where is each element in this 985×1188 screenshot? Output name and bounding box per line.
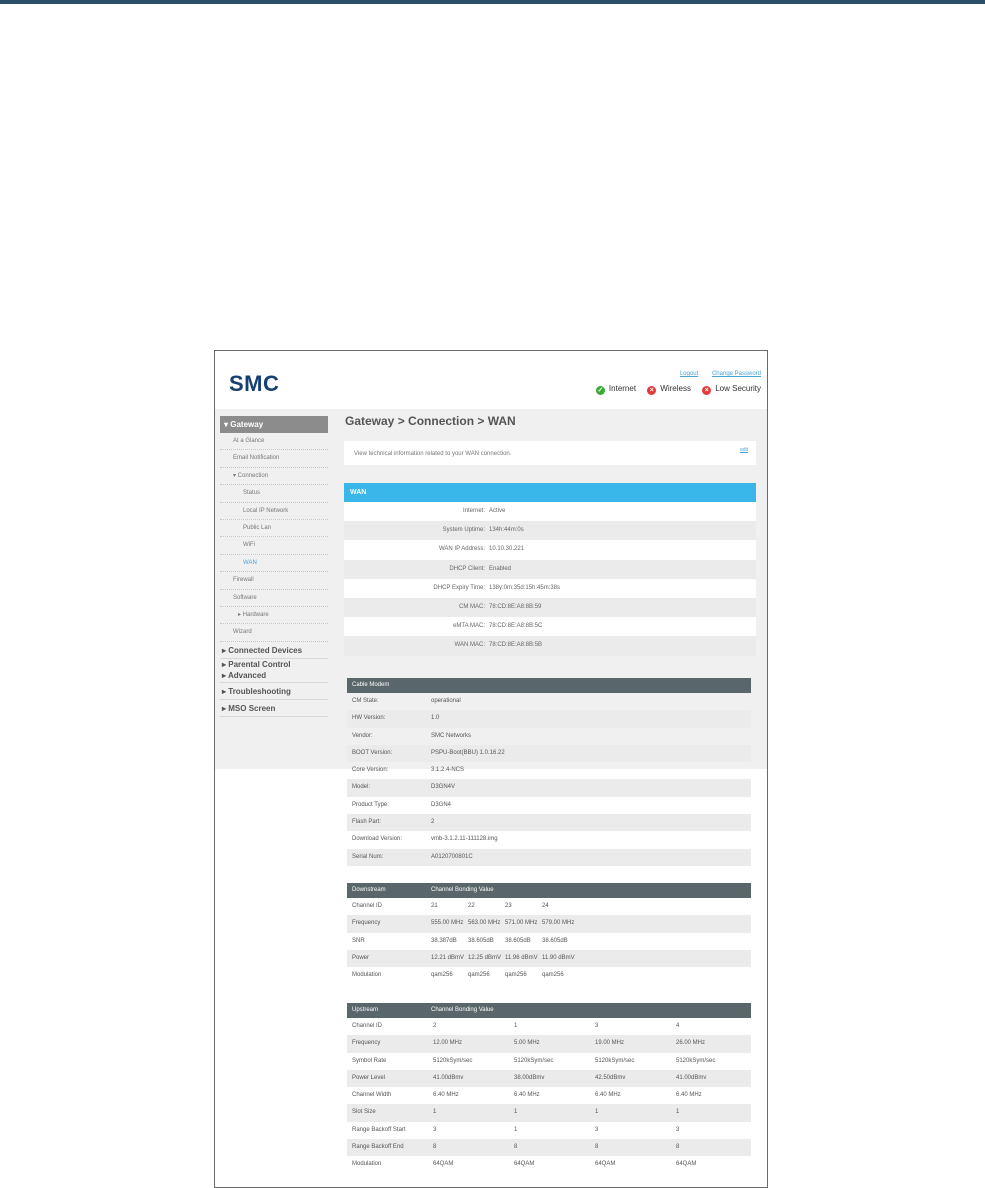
cable-modem-row-value: D3GN4 xyxy=(431,801,452,808)
downstream-row xyxy=(347,915,751,932)
cable-modem-header xyxy=(347,678,751,693)
cable-modem-row-label: Core Version: xyxy=(352,767,389,774)
upstream-rows xyxy=(347,1018,751,1174)
wan-row xyxy=(344,521,756,540)
upstream-title: Upstream xyxy=(352,1007,379,1013)
downstream-bonding-header: Channel Bonding Value xyxy=(431,887,494,893)
downstream-cell: 23 xyxy=(505,903,512,909)
sidebar-item-advanced[interactable]: ▸ Advanced xyxy=(220,670,328,683)
sidebar-item-label: MSO Screen xyxy=(228,703,276,713)
upstream-cell: 1 xyxy=(514,1126,518,1133)
downstream-cell: qam256 xyxy=(542,972,564,979)
downstream-rows xyxy=(347,898,751,984)
upstream-row-label: Symbol Rate xyxy=(352,1057,387,1064)
downstream-row xyxy=(347,898,751,915)
change-password-link[interactable]: Change Password xyxy=(711,371,761,377)
sidebar-item-connection[interactable]: ▾ Connection xyxy=(220,468,328,485)
downstream-cell: 38.605dB xyxy=(542,937,568,944)
upstream-cell: 64QAM xyxy=(433,1161,454,1168)
downstream-cell: 12.21 dBmV xyxy=(431,954,465,961)
cable-modem-row-label: Download Version: xyxy=(352,836,403,843)
downstream-cell: 38.605dB xyxy=(468,937,494,944)
upstream-cell: 5120kSym/sec xyxy=(433,1057,473,1064)
upstream-cell: 5120kSym/sec xyxy=(595,1057,635,1064)
sidebar-item-connected-devices[interactable]: ▸ Connected Devices xyxy=(220,642,328,659)
upstream-cell: 3 xyxy=(595,1126,599,1133)
downstream-cell: 24 xyxy=(542,903,549,909)
cable-modem-row-value: PSPU-Boot(BBU) 1.0.16.22 xyxy=(431,749,505,756)
cable-modem-row-label: BOOT Version: xyxy=(352,749,393,756)
logout-link[interactable]: Logout xyxy=(679,371,699,377)
downstream-cell: 579.00 MHz xyxy=(542,920,575,927)
downstream-header xyxy=(347,883,751,898)
sidebar-item-parental-control[interactable]: ▸ Parental Control xyxy=(222,659,291,669)
upstream-row xyxy=(347,1139,751,1156)
downstream-row-label: SNR xyxy=(352,937,365,944)
downstream-cell: 571.00 MHz xyxy=(505,920,538,927)
upstream-cell: 6.40 MHz xyxy=(433,1092,459,1099)
downstream-row-label: Power xyxy=(352,954,370,961)
sidebar-item-gateway[interactable]: ▾ Gateway xyxy=(220,416,328,433)
status-internet xyxy=(596,384,636,395)
sidebar-item-mso-screen[interactable]: ▸ MSO Screen xyxy=(220,700,328,717)
cable-modem-row-value: D3GN4V xyxy=(431,784,456,791)
upstream-cell: 12.00 MHz xyxy=(433,1040,463,1047)
downstream-cell: 11.96 dBmV xyxy=(505,954,538,961)
info-text: View technical information related to your WAN connection. xyxy=(354,451,512,457)
upstream-row xyxy=(347,1156,751,1173)
sidebar-item-label: Advanced xyxy=(227,670,267,680)
status-bar xyxy=(587,384,761,395)
cable-modem-row-label: Product Type: xyxy=(352,801,389,808)
status-label: Wireless xyxy=(660,384,691,393)
cable-modem-row-value: SMC Networks xyxy=(431,732,472,739)
upstream-cell: 38.00dBmv xyxy=(514,1074,545,1081)
upstream-row xyxy=(347,1035,751,1052)
downstream-cell: qam256 xyxy=(505,972,527,979)
upstream-cell: 64QAM xyxy=(676,1161,697,1168)
cable-modem-row xyxy=(347,693,751,710)
sidebar-item-wifi[interactable]: WiFi xyxy=(220,537,328,554)
sidebar-item-hardware[interactable]: ▸ Hardware xyxy=(220,607,328,624)
downstream-cell: 563.00 MHz xyxy=(468,920,501,927)
cable-modem-row-label: CM State: xyxy=(352,698,379,704)
cable-modem-row-value: 1.0 xyxy=(431,715,440,722)
sidebar-item-email-notification[interactable]: Email Notification xyxy=(220,450,328,467)
cable-modem-row xyxy=(347,710,751,727)
wan-row xyxy=(344,502,756,521)
downstream-row-label: Modulation xyxy=(352,972,382,979)
upstream-row xyxy=(347,1104,751,1121)
downstream-cell: 38.387dB xyxy=(431,937,457,944)
cable-modem-row-label: Vendor: xyxy=(352,732,373,739)
sidebar-item-troubleshooting[interactable]: ▸ Troubleshooting xyxy=(220,683,328,700)
upstream-header xyxy=(347,1003,751,1018)
upstream-row xyxy=(347,1087,751,1104)
downstream-cell: 12.25 dBmV xyxy=(468,954,502,961)
upstream-row-label: Channel Width xyxy=(352,1092,392,1099)
upstream-row-label: Range Backoff Start xyxy=(352,1126,406,1133)
cable-modem-row-value: vmb-3.1.2.11-111128.img xyxy=(431,836,498,843)
upstream-cell: 6.40 MHz xyxy=(595,1092,621,1099)
document-top-rule xyxy=(0,0,985,4)
check-circle-icon: ✓ xyxy=(597,387,604,394)
cable-modem-row-value: operational xyxy=(431,698,461,704)
wan-row xyxy=(344,636,756,655)
upstream-cell: 1 xyxy=(676,1109,680,1116)
wan-row xyxy=(344,617,756,636)
cable-modem-row-label: Flash Part: xyxy=(352,819,382,826)
sidebar-item-label: Connected Devices xyxy=(228,645,303,655)
sidebar-nav xyxy=(220,416,328,717)
cable-modem-row xyxy=(347,762,751,779)
wan-row-label: WAN MAC: xyxy=(454,642,485,649)
upstream-cell: 41.00dBmv xyxy=(433,1074,464,1081)
wan-panel xyxy=(344,483,756,656)
upstream-cell: 4 xyxy=(676,1023,680,1029)
upstream-cell: 6.40 MHz xyxy=(676,1092,702,1099)
wan-panel-title: WAN xyxy=(344,483,756,502)
upstream-row xyxy=(347,1053,751,1070)
info-box xyxy=(344,441,756,465)
status-label: Low Security xyxy=(715,384,761,393)
upstream-row-label: Power Level xyxy=(352,1074,386,1081)
downstream-cell: 22 xyxy=(468,903,475,909)
cable-modem-row xyxy=(347,745,751,762)
status-security xyxy=(702,384,761,395)
upstream-cell: 1 xyxy=(514,1109,518,1116)
sidebar-item-software[interactable]: Software xyxy=(220,590,328,607)
upstream-row xyxy=(347,1070,751,1087)
upstream-cell: 41.00dBmv xyxy=(676,1074,707,1081)
upstream-cell: 8 xyxy=(595,1144,599,1151)
cable-modem-row xyxy=(347,849,751,866)
cable-modem-row-value: 3.1.2.4-NCS xyxy=(431,767,465,774)
cable-modem-row xyxy=(347,779,751,796)
cable-modem-row xyxy=(347,728,751,745)
upstream-bonding-header: Channel Bonding Value xyxy=(431,1007,494,1013)
downstream-cell: 21 xyxy=(431,903,438,909)
wan-row-value: Enabled xyxy=(489,565,512,572)
upstream-cell: 3 xyxy=(595,1023,599,1029)
wan-row-label: Internet: xyxy=(462,508,485,514)
downstream-row-label: Channel ID xyxy=(352,903,383,909)
cable-modem-row-label: Serial Num: xyxy=(352,853,384,860)
upstream-cell: 5.00 MHz xyxy=(514,1040,540,1047)
downstream-cell: qam256 xyxy=(431,972,453,979)
sidebar-item-wizard[interactable]: Wizard xyxy=(220,624,328,641)
wan-rows xyxy=(344,502,756,656)
upstream-cell: 1 xyxy=(433,1109,437,1116)
cable-modem-table xyxy=(347,678,751,866)
upstream-cell: 6.40 MHz xyxy=(514,1092,540,1099)
wan-row-value: 78:CD:8E:A8:8B:5C xyxy=(489,623,543,630)
upstream-row-label: Slot Size xyxy=(352,1109,376,1116)
app-header xyxy=(215,351,767,409)
cable-modem-row-value: 2 xyxy=(431,819,435,826)
downstream-row xyxy=(347,933,751,950)
sidebar-item-at-a-glance[interactable]: At a Glance xyxy=(220,433,328,450)
upstream-cell: 1 xyxy=(595,1109,599,1116)
cable-modem-row xyxy=(347,797,751,814)
wan-row xyxy=(344,560,756,579)
sidebar-item-label: Gateway xyxy=(230,420,264,429)
wan-row xyxy=(344,579,756,598)
sidebar-item-wan[interactable]: WAN xyxy=(220,555,328,572)
cable-modem-row-value: A0120700801C xyxy=(431,853,473,860)
wan-row-value: 134h:44m:0s xyxy=(489,527,524,534)
header-links xyxy=(668,371,761,377)
sidebar-item-label: Parental Control xyxy=(228,659,291,669)
upstream-cell: 42.50dBmv xyxy=(595,1074,626,1081)
sidebar-item-local-ip-network[interactable]: Local IP Network xyxy=(220,503,328,520)
sidebar-item-status[interactable]: Status xyxy=(220,485,328,502)
upstream-row xyxy=(347,1018,751,1035)
x-circle-icon: × xyxy=(702,386,711,395)
sidebar-item-label: Troubleshooting xyxy=(228,686,291,696)
upstream-cell: 19.00 MHz xyxy=(595,1040,625,1047)
page-title: Gateway > Connection > WAN xyxy=(345,414,516,428)
wan-row xyxy=(344,598,756,617)
upstream-cell: 8 xyxy=(514,1144,518,1151)
downstream-cell: 38.605dB xyxy=(505,937,531,944)
upstream-cell: 3 xyxy=(433,1126,437,1133)
x-circle-icon: × xyxy=(647,386,656,395)
cable-modem-title: Cable Modem xyxy=(352,682,390,688)
wan-row xyxy=(344,540,756,559)
cable-modem-rows xyxy=(347,693,751,866)
wan-row-value: Active xyxy=(489,508,506,514)
wan-row-value: 78:CD:8E:A8:8B:5B xyxy=(489,642,543,649)
downstream-row xyxy=(347,950,751,967)
upstream-cell: 64QAM xyxy=(595,1161,616,1168)
cable-modem-row xyxy=(347,814,751,831)
wan-row-label: DHCP Expiry Time: xyxy=(433,584,485,591)
status-wireless xyxy=(647,384,691,395)
upstream-cell: 5120kSym/sec xyxy=(514,1057,554,1064)
downstream-cell: qam256 xyxy=(468,972,490,979)
smc-logo: SMC xyxy=(229,371,280,396)
upstream-cell: 1 xyxy=(514,1023,518,1029)
status-label: Internet xyxy=(608,384,637,393)
upstream-cell: 8 xyxy=(676,1144,680,1151)
upstream-cell: 3 xyxy=(676,1126,680,1133)
upstream-cell: 26.00 MHz xyxy=(676,1040,706,1047)
sidebar-item-firewall[interactable]: Firewall xyxy=(220,572,328,589)
wan-row-value: 78:CD:8E:A8:8B:59 xyxy=(489,603,542,610)
wan-row-value: 138y:0m:35d:15h:45m:38s xyxy=(489,584,561,591)
more-link[interactable]: edit xyxy=(739,447,748,453)
downstream-table xyxy=(347,883,751,984)
cable-modem-row xyxy=(347,831,751,848)
cable-modem-row-label: Model: xyxy=(352,784,371,791)
upstream-cell: 8 xyxy=(433,1144,437,1151)
downstream-title: Downstream xyxy=(352,887,386,893)
upstream-row-label: Frequency xyxy=(352,1040,381,1047)
sidebar-item-public-lan[interactable]: Public Lan xyxy=(220,520,328,537)
upstream-row-label: Modulation xyxy=(352,1161,382,1168)
screenshot-frame xyxy=(214,350,768,1188)
upstream-table xyxy=(347,1003,751,1174)
upstream-row-label: Channel ID xyxy=(352,1023,383,1029)
downstream-row xyxy=(347,967,751,984)
cable-modem-row-label: HW Version: xyxy=(352,715,386,722)
upstream-row-label: Range Backoff End xyxy=(352,1144,404,1151)
upstream-cell: 64QAM xyxy=(514,1161,535,1168)
wan-row-label: CM MAC: xyxy=(459,603,485,610)
wan-row-label: WAN IP Address: xyxy=(438,546,485,553)
wan-row-label: System Uptime: xyxy=(442,527,485,534)
upstream-row xyxy=(347,1122,751,1139)
upstream-cell: 2 xyxy=(433,1023,437,1029)
downstream-row-label: Frequency xyxy=(352,920,381,927)
upstream-cell: 5120kSym/sec xyxy=(676,1057,716,1064)
wan-row-label: eMTA MAC: xyxy=(453,623,485,630)
wan-row-label: DHCP Client: xyxy=(449,565,485,572)
wan-row-value: 10.10.30.221 xyxy=(489,546,525,553)
downstream-cell: 11.90 dBmV xyxy=(542,954,575,961)
downstream-cell: 555.00 MHz xyxy=(431,920,464,927)
